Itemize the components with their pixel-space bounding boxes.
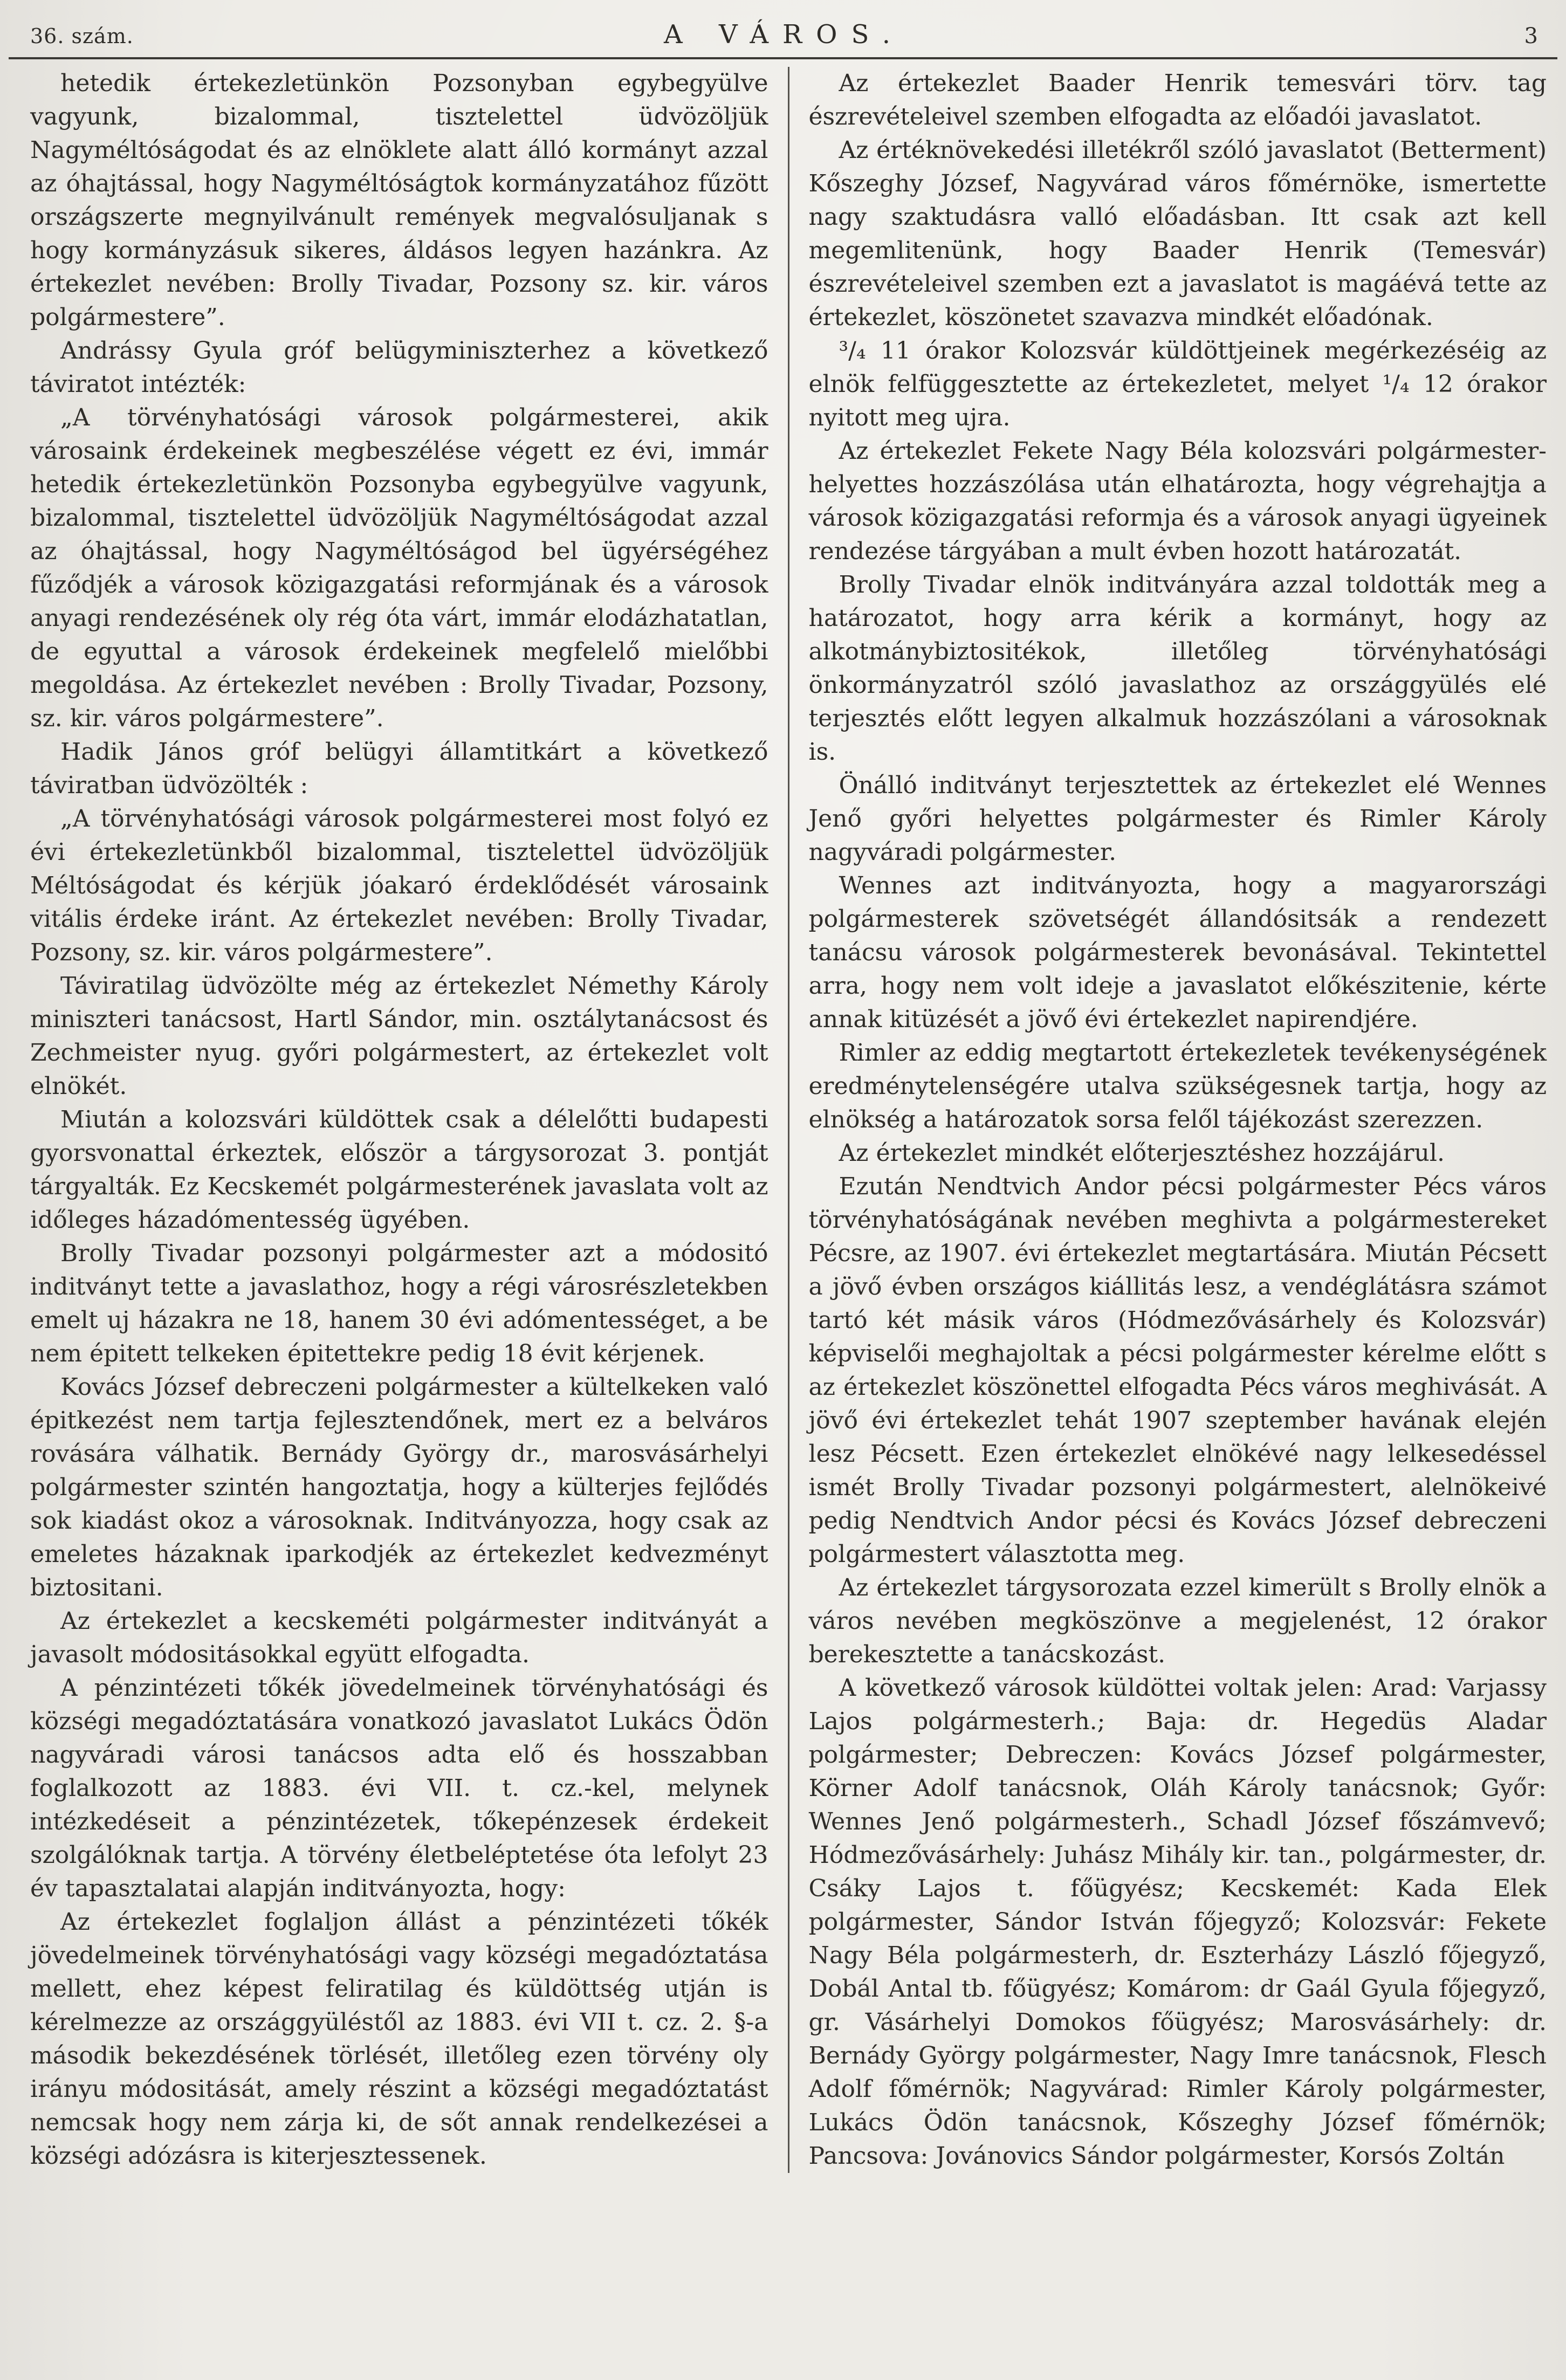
body-paragraph: Az értekezlet foglaljon állást a pénzintézeti tőkék jövedelmeinek törvényhatósági vagy községi megadóztatása mellett, ehez képest feliratilag és küldöttség utján is kérelmezze az országgyüléstől az 1883. évi VII t. cz. 2. §-a második bekezdésének törlését, illetőleg ezen törvény oly irányu módositását, amely részint a községi megadóztatást nemcsak hogy nem zárja ki, de sőt annak rendelkezései a községi adózásra is kiterjesztessenek. [30, 1908, 768, 2170]
body-paragraph: Az értekezlet mindkét előterjesztéshez hozzájárul. [839, 1139, 1445, 1167]
body-paragraph: Rimler az eddig megtartott értekezletek tevékenységének eredménytelenségére utalva szükségesnek tartja, hogy az elnökség a határozatok sorsa felől tájékozást szerezzen. [808, 1039, 1547, 1133]
body-paragraph: Ezután Nendtvich Andor pécsi polgármester Pécs város törvényhatóságának nevében meghivta a polgármestereket Pécsre, az 1907. évi értekezlet megtartására. Miután Pécsett a jövő évben országos kiállitás lesz, a vendéglátásra számot tartó két másik város (Hódmezővásárhely és Kolozsvár) képviselői meghajoltak a pécsi polgármester kérelme előtt s az értekezlet köszönettel elfogadta Pécs város meghivását. A jövő évi értekezlet tehát 1907 szeptember havának elején lesz Pécsett. Ezen értekezlet elnökévé nagy lelkesedéssel ismét Brolly Tivadar pozsonyi polgármestert, alelnökeivé pedig Nendtvich Andor pécsi és Kovács József debreczeni polgármestert választotta meg. [808, 1173, 1547, 1568]
body-paragraph: Brolly Tivadar elnök inditványára azzal toldották meg a határozatot, hogy arra kérik a kormányt, hogy az alkotmánybiztositékok, illetőleg törvényhatósági önkormányzatról szóló javaslathoz az országgyülés elé terjesztés előtt legyen alkalmuk hozzászólani a városoknak is. [808, 571, 1547, 766]
body-paragraph: Az értekezlet a kecskeméti polgármester inditványát a javasolt módositásokkal együtt elfogadta. [30, 1607, 768, 1668]
page-header [0, 0, 1566, 57]
body-paragraph: Miután a kolozsvári küldöttek csak a délelőtti budapesti gyorsvonattal érkeztek, először a tárgysorozat 3. pontját tárgyalták. Ez Kecskemét polgármesterének javaslata volt az időleges házadómentesség ügyében. [30, 1106, 768, 1234]
body-paragraph: ³/₄ 11 órakor Kolozsvár küldöttjeinek megérkezéséig az elnök felfüggesztette az értekezletet, melyet ¹/₄ 12 órakor nyitott meg ujra. [808, 337, 1547, 431]
body-paragraph: „A törvényhatósági városok polgármesterei, akik városaink érdekeinek megbeszélése végett ez évi, immár hetedik értekezletünkön Pozsonyba egybegyülve vagyunk, bizalommal, tisztelettel üdvözöljük Nagyméltóságodat azzal az óhajtással, hogy Nagyméltóságod bel ügyérségéhez fűződjék a városok közigazgatási reformjának és a városok anyagi rendezésének oly rég óta várt, immár elodázhatatlan, de egyuttal a városok érdekeinek megfelelő mielőbbi megoldása. Az értekezlet nevében : Brolly Tivadar, Pozsony, sz. kir. város polgármestere”. [30, 404, 768, 732]
left-column [30, 67, 768, 2173]
body-paragraph: Andrássy Gyula gróf belügyminiszterhez a következő táviratot intézték: [30, 337, 768, 398]
body-paragraph: Az értéknövekedési illetékről szóló javaslatot (Betterment) Kőszeghy József, Nagyvárad város főmérnöke, ismertette nagy szaktudásra valló előadásban. Itt csak azt kell megemlitenünk, hogy Baader Henrik (Temesvár) észrevételeivel szemben ezt a javaslatot is magáévá tette az értekezlet, köszönetet szavazva mindkét előadónak. [808, 136, 1547, 331]
page-number: 3 [1524, 24, 1538, 49]
body-paragraph: Wennes azt inditványozta, hogy a magyarországi polgármesterek szövetségét állandósitsák a rendezett tanácsu városok polgármesterek bevonásával. Tekintettel arra, hogy nem volt ideje a javaslatot előkészitenie, kérte annak kitüzését a jövő évi értekezlet napirendjére. [808, 872, 1547, 1033]
body-paragraph: Táviratilag üdvözölte még az értekezlet Némethy Károly miniszteri tanácsost, Hartl Sándor, min. osztálytanácsost és Zechmeister nyug. győri polgármestert, az értekezlet volt elnökét. [30, 972, 768, 1100]
body-paragraph: Kovács József debreczeni polgármester a kültelkeken való épitkezést nem tartja fejlesztendőnek, mert ez a belváros rovására válhatik. Bernády György dr., marosvásárhelyi polgármester szintén hangoztatja, hogy a külterjes fejlődés sok kiadást okoz a városoknak. Inditványozza, hogy csak az emeletes házaknak iparkodjék az értekezlet kedvezményt biztositani. [30, 1373, 768, 1601]
body-paragraph: Az értekezlet Baader Henrik temesvári törv. tag észrevételeivel szemben elfogadta az előadói javaslatot. [808, 70, 1547, 130]
right-column [809, 67, 1547, 2173]
body-paragraph: Önálló inditványt terjesztettek az értekezlet elé Wennes Jenő győri helyettes polgármester és Rimler Károly nagyváradi polgármester. [808, 772, 1547, 866]
body-paragraph: hetedik értekezletünkön Pozsonyban egybegyülve vagyunk, bizalommal, tisztelettel üdvözöljük Nagyméltóságodat és az elnöklete alatt álló kormányt azzal az óhajtással, hogy Nagyméltóságtok kormányzatához fűzött országszerte megnyilvánult remények megvalósuljanak s hogy kormányzásuk sikeres, áldásos legyen hazánkra. Az értekezlet nevében: Brolly Tivadar, Pozsony sz. kir. város polgármestere”. [30, 70, 768, 331]
publication-title: A VÁROS. [664, 19, 904, 50]
body-paragraph: Az értekezlet Fekete Nagy Béla kolozsvári polgármester-helyettes hozzászólása után elhatározta, hogy végrehajtja a városok közigazgatási reformja és a városok anyagi ügyeinek rendezése tárgyában a mult évben hozott határozatát. [808, 437, 1547, 565]
body-paragraph: Hadik János gróf belügyi államtitkárt a következő táviratban üdvözölték : [30, 738, 768, 799]
body-paragraph: „A törvényhatósági városok polgármesterei most folyó ez évi értekezletünkből bizalommal, tisztelettel üdvözöljük Méltóságodat és kérjük jóakaró érdeklődését városaink vitális érdeke iránt. Az értekezlet nevében: Brolly Tivadar, Pozsony, sz. kir. város polgármestere”. [30, 805, 768, 966]
article-columns [0, 59, 1566, 2173]
body-paragraph: Brolly Tivadar pozsonyi polgármester azt a módositó inditványt tette a javaslathoz, hogy a régi városrészletekben emelt uj házakra ne 18, hanem 30 évi adómentességet, a be nem épitett telkeken épitettekre pedig 18 évit kérjenek. [30, 1240, 768, 1367]
body-paragraph: A pénzintézeti tőkék jövedelmeinek törvényhatósági és községi megadóztatására vonatkozó javaslatot Lukács Ödön nagyváradi városi tanácsos adta elő és hosszabban foglalkozott az 1883. évi VII. t. cz.-kel, melynek intézkedéseit a pénzintézetek, tőkepénzesek érdekeit szolgálóknak tartja. A törvény életbeléptetése óta lefolyt 23 év tapasztalatai alapján inditványozta, hogy: [30, 1674, 768, 1902]
column-divider [788, 67, 789, 2173]
body-paragraph: Az értekezlet tárgysorozata ezzel kimerült s Brolly elnök a város nevében megköszönve a megjelenést, 12 órakor berekesztette a tanácskozást. [808, 1574, 1547, 1668]
issue-number: 36. szám. [30, 24, 134, 48]
body-paragraph: A következő városok küldöttei voltak jelen: Arad: Varjassy Lajos polgármesterh.; Baja: dr. Hegedüs Aladar polgármester; Debreczen: Kovács József polgármester, Körner Adolf tanácsnok, Oláh Károly tanácsnok; Győr: Wennes Jenő polgármesterh., Schadl József főszámvevő; Hódmezővásárhely: Juhász Mihály kir. tan., polgármester, dr. Csáky Lajos t. főügyész; Kecskemét: Kada Elek polgármester, Sándor István főjegyző; Kolozsvár: Fekete Nagy Béla polgármesterh, dr. Eszterházy László főjegyző, Dobál Antal tb. főügyész; Komárom: dr Gaál Gyula főjegyző, gr. Vásárhelyi Domokos főügyész; Marosvásárhely: dr. Bernády György polgármester, Nagy Imre tanácsnok, Flesch Adolf főmérnök; Nagyvárad: Rimler Károly polgármester, Lukács Ödön tanácsnok, Kőszeghy József főmérnök; Pancsova: Jovánovics Sándor polgármester, Korsós Zoltán [808, 1674, 1547, 2170]
